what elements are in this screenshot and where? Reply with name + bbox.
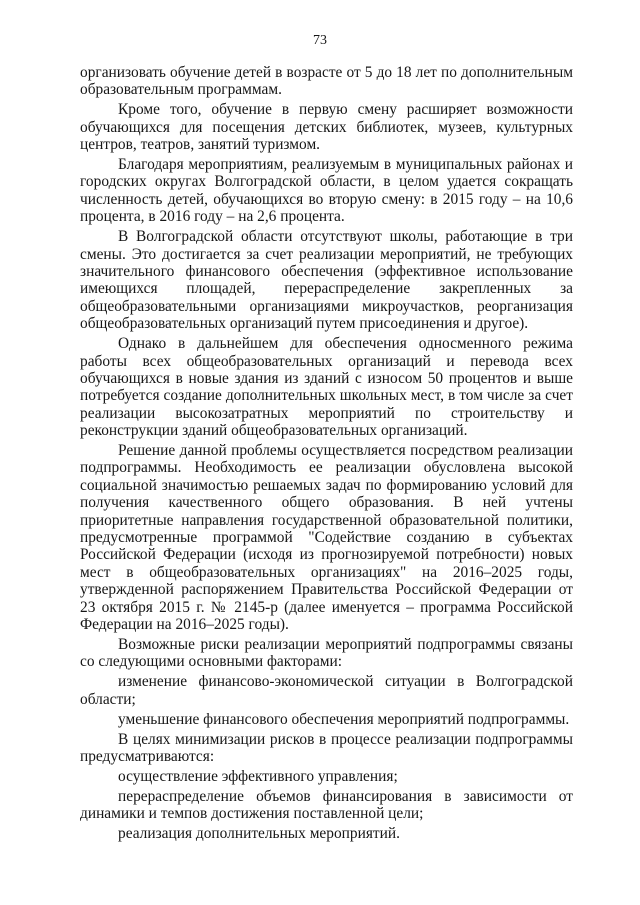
paragraph: Однако в дальнейшем для обеспечения односменного режима работы всех общеобразовательных организаций и перевода всех обучающихся в новые здания из зданий с износом 50 процентов и выше потребуется создание дополнительных школьных мест, в том числе за счет реализации высокозатратных мероприятий по строительству и реконструкции зданий общеобразовательных организаций.	[80, 335, 573, 440]
page-number: 73	[313, 33, 327, 48]
list-item: перераспределение объемов финансирования в зависимости от динамики и темпов достижения поставленной цели;	[80, 787, 573, 823]
list-item: изменение финансово-экономической ситуации в Волгоградской области;	[80, 673, 573, 708]
paragraph: Возможные риски реализации мероприятий подпрограммы связаны со следующими основными факторами:	[80, 636, 573, 671]
paragraph: Кроме того, обучение в первую смену расширяет возможности обучающихся для посещения детских библиотек, музеев, культурных центров, театров, занятий туризмом.	[80, 101, 573, 154]
document-body	[80, 64, 573, 845]
paragraph-continuation: организовать обучение детей в возрасте от 5 до 18 лет по дополнительным образовательным программам.	[80, 64, 573, 99]
paragraph: В целях минимизации рисков в процессе реализации подпрограммы предусматриваются:	[80, 730, 573, 765]
list-item: уменьшение финансового обеспечения мероприятий подпрограммы.	[118, 710, 570, 728]
list-item: осуществление эффективного управления;	[118, 767, 398, 785]
paragraph: В Волгоградской области отсутствуют школы, работающие в три смены. Это достигается за счет реализации мероприятий, не требующих значительного финансового обеспечения (эффективное использование имеющихся площадей, перераспределение закрепленных за общеобразовательными организациями микроучастков, реорганизация общеобразовательных организаций путем присоединения и другое).	[80, 228, 573, 333]
paragraph: Решение данной проблемы осуществляется посредством реализации подпрограммы. Необходимость ее реализации обусловлена высокой социальной значимостью решаемых задач по формированию условий для получения качественного общего образования. В ней учтены приоритетные направления государственной образовательной политики, предусмотренные программой "Содействие созданию в субъектах Российской Федерации (исходя из прогнозируемой потребности) новых мест в общеобразовательных организациях" на 2016–2025 годы, утвержденной распоряжением Правительства Российской Федерации от 23 октября 2015 г. № 2145-р (далее именуется – программа Российской Федерации на 2016–2025 годы).	[80, 442, 573, 634]
list-item: реализация дополнительных мероприятий.	[118, 825, 400, 843]
paragraph: Благодаря мероприятиям, реализуемым в муниципальных районах и городских округах Волгоградской области, в целом удается сокращать численность детей, обучающихся во вторую смену: в 2015 году – на 10,6 процента, в 2016 году – на 2,6 процента.	[80, 156, 573, 226]
